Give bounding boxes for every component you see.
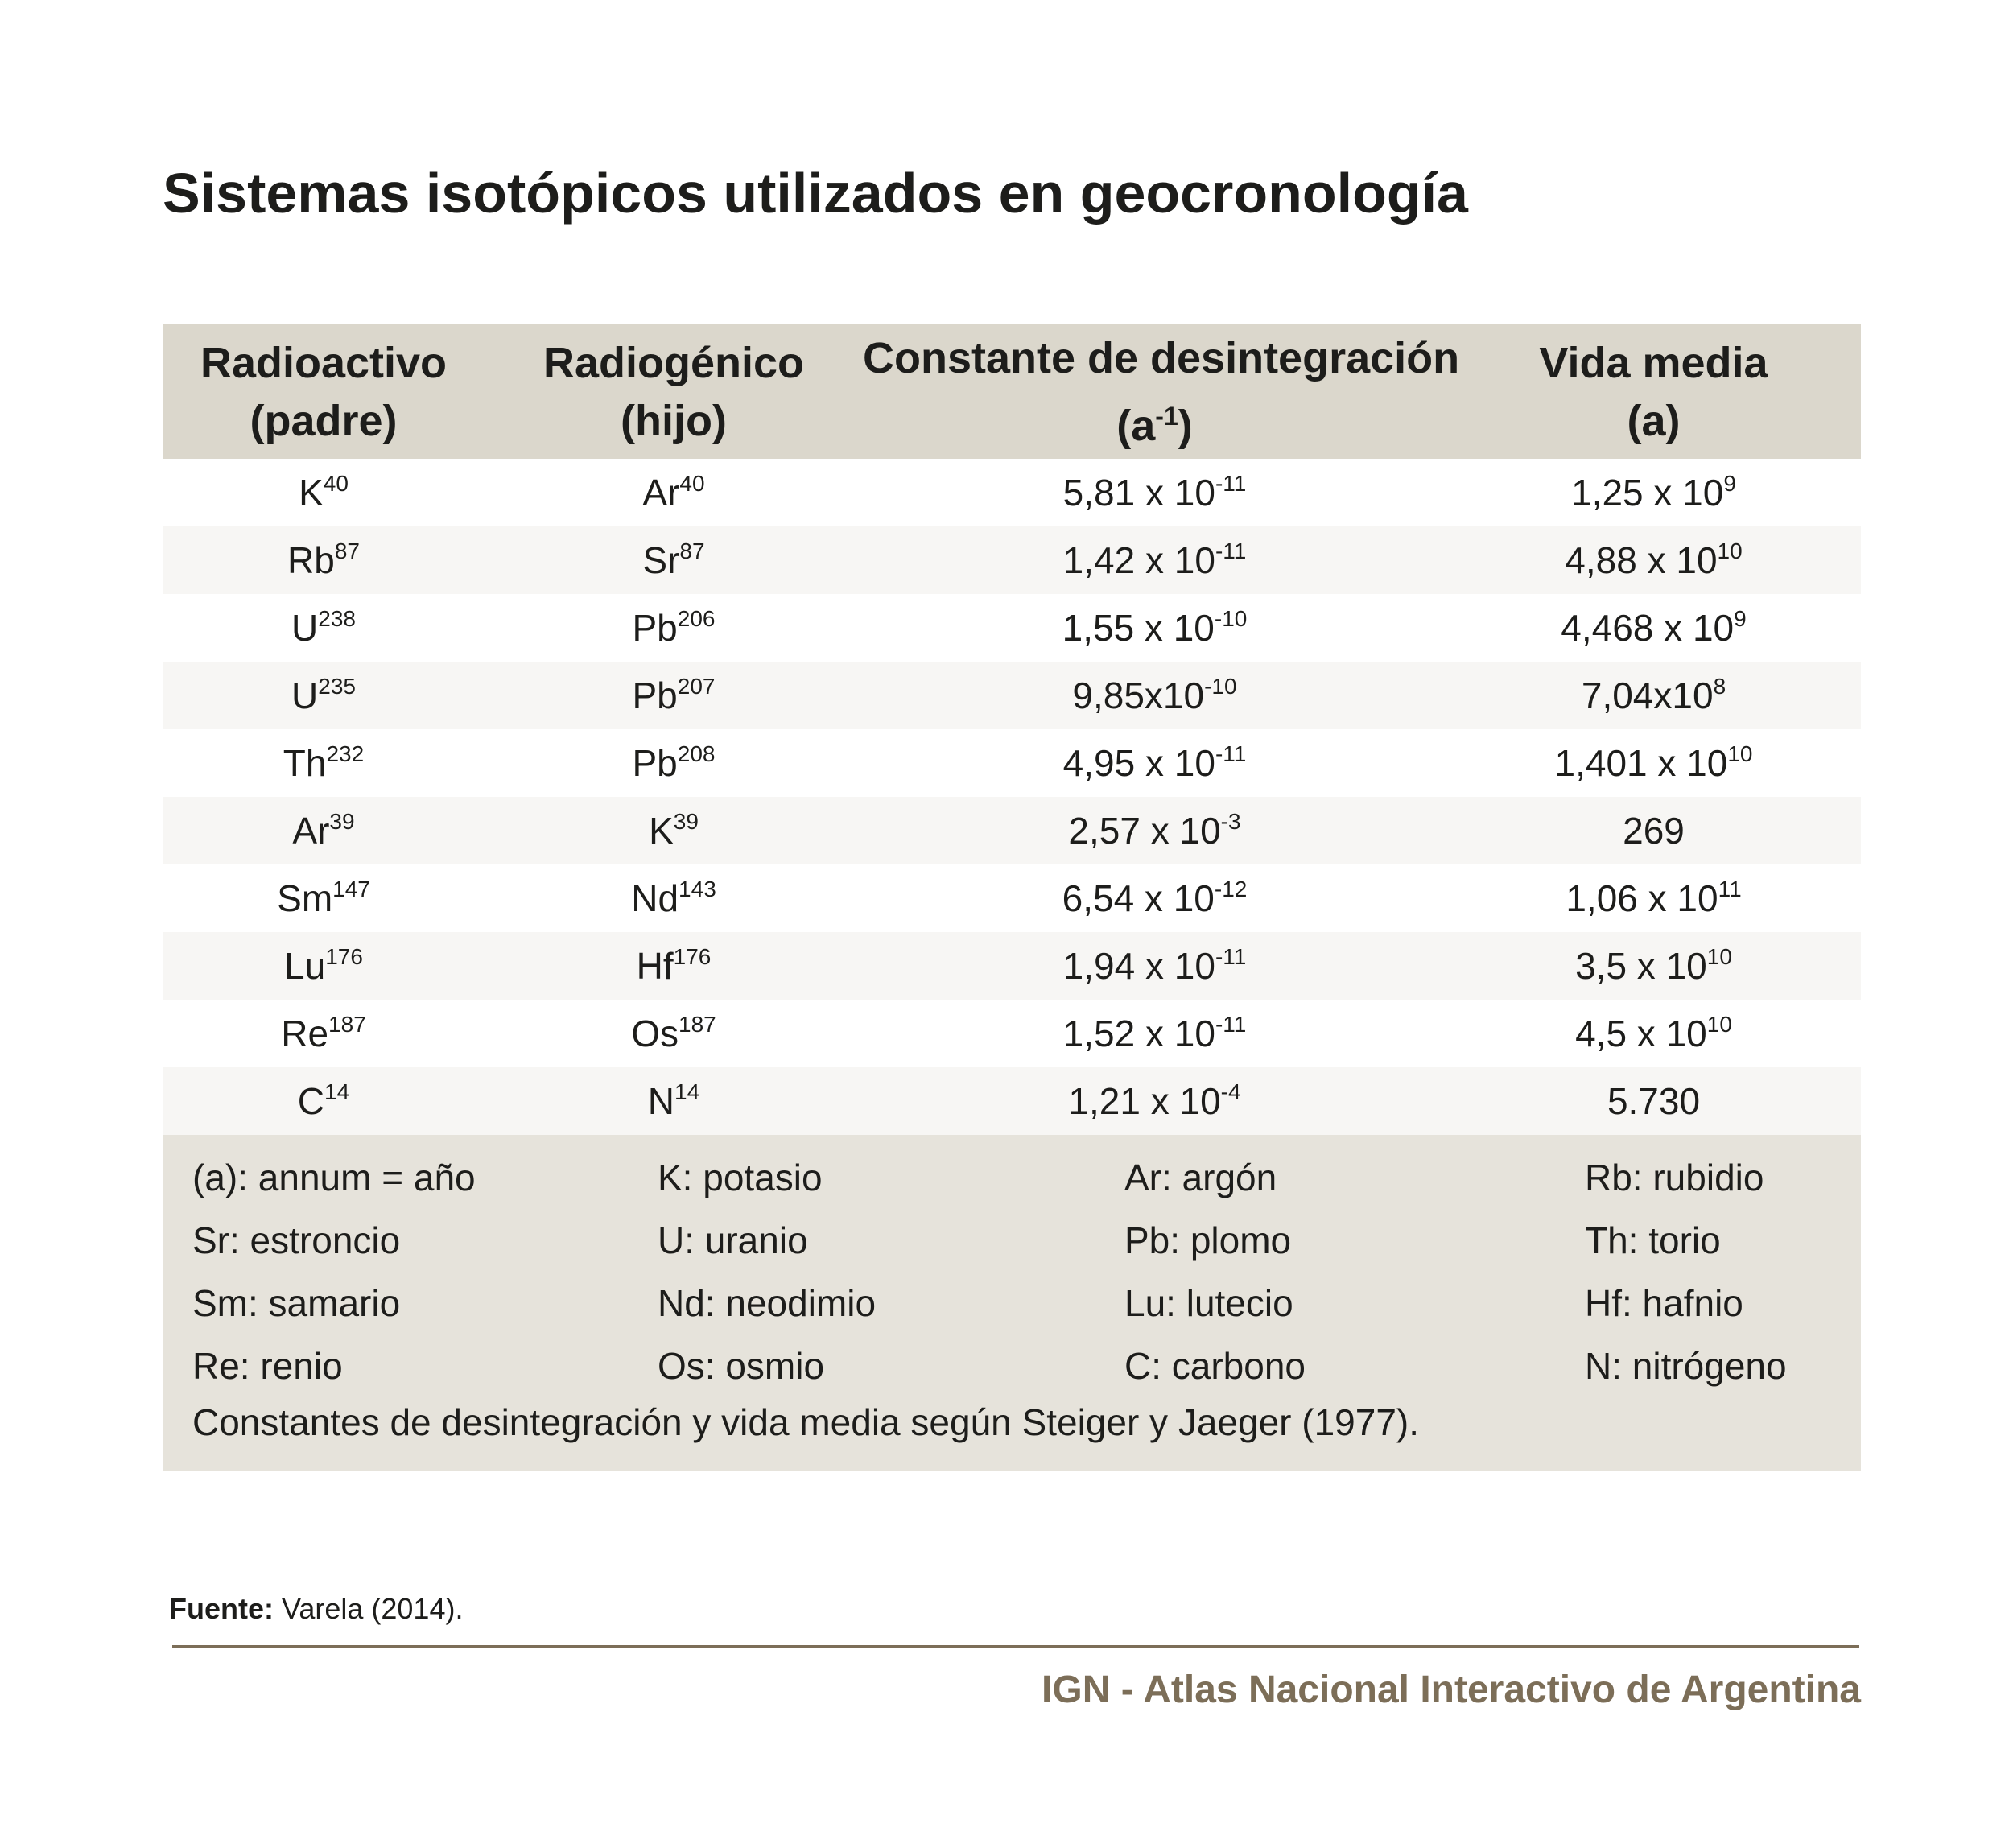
header-daughter-line2: (hijo) [621, 396, 727, 445]
constant-mantissa: 5,81 x 10 [1062, 472, 1215, 514]
cell-daughter [485, 538, 863, 582]
half-life-exponent: 10 [1706, 1012, 1732, 1037]
constant-mantissa: 1,94 x 10 [1062, 945, 1215, 987]
cell-decay-constant [863, 741, 1446, 785]
table-body [163, 459, 1861, 1135]
daughter-mass: 40 [679, 471, 705, 496]
constant-mantissa: 6,54 x 10 [1062, 877, 1215, 919]
cell-daughter [485, 1012, 863, 1055]
constant-exponent: -11 [1215, 1012, 1247, 1037]
cell-daughter [485, 741, 863, 785]
constant-exponent: -3 [1220, 809, 1241, 834]
half-life-exponent: 10 [1727, 741, 1753, 766]
parent-element: Ar [292, 810, 330, 852]
parent-element: C [297, 1080, 325, 1122]
constant-exponent: -4 [1220, 1079, 1241, 1104]
header-parent [163, 334, 485, 450]
constant-mantissa: 9,85x10 [1072, 674, 1205, 716]
constant-exponent: -11 [1215, 944, 1247, 969]
cell-daughter [485, 944, 863, 988]
parent-element: U [291, 607, 319, 649]
half-life-mantissa: 269 [1623, 810, 1685, 852]
cell-decay-constant [863, 538, 1446, 582]
table-row [163, 864, 1861, 932]
half-life-exponent: 10 [1706, 944, 1732, 969]
parent-element: Re [281, 1013, 329, 1054]
legend-item: Sm: samario [192, 1282, 401, 1324]
constant-mantissa: 1,55 x 10 [1062, 607, 1215, 649]
daughter-mass: 207 [677, 674, 716, 699]
source-label: Fuente: [169, 1592, 274, 1625]
cell-decay-constant [863, 471, 1446, 514]
header-decay-constant-line1: Constante de desintegración [863, 333, 1460, 382]
cell-half-life [1446, 1079, 1861, 1123]
footer-credit: IGN - Atlas Nacional Interactivo de Argentina [1042, 1669, 1861, 1711]
half-life-mantissa: 4,88 x 10 [1565, 539, 1718, 581]
half-life-exponent: 8 [1713, 674, 1726, 699]
daughter-mass: 14 [674, 1079, 700, 1104]
cell-decay-constant [863, 674, 1446, 717]
half-life-exponent: 11 [1718, 877, 1742, 901]
constant-mantissa: 2,57 x 10 [1068, 810, 1221, 852]
cell-decay-constant [863, 1012, 1446, 1055]
half-life-exponent: 10 [1717, 538, 1743, 563]
cell-parent [163, 877, 485, 920]
cell-half-life [1446, 1012, 1861, 1055]
half-life-mantissa: 1,06 x 10 [1566, 877, 1718, 919]
daughter-element: Os [631, 1013, 679, 1054]
cell-half-life [1446, 471, 1861, 514]
legend-item: Lu: lutecio [1124, 1282, 1293, 1324]
legend-item: K: potasio [658, 1157, 823, 1198]
constant-mantissa: 1,42 x 10 [1062, 539, 1215, 581]
header-unit-base: (a [1116, 401, 1156, 450]
cell-decay-constant [863, 606, 1446, 650]
header-parent-line1: Radioactivo [200, 338, 448, 387]
footer-divider [172, 1645, 1859, 1648]
daughter-mass: 176 [673, 944, 712, 969]
legend-item: Os: osmio [658, 1345, 825, 1387]
header-half-life [1446, 334, 1861, 450]
parent-element: U [291, 674, 319, 716]
constant-mantissa: 1,52 x 10 [1062, 1013, 1215, 1054]
cell-half-life [1446, 741, 1861, 785]
constant-exponent: -12 [1214, 877, 1248, 901]
cell-half-life [1446, 944, 1861, 988]
half-life-mantissa: 3,5 x 10 [1575, 945, 1707, 987]
constant-mantissa: 4,95 x 10 [1062, 742, 1215, 784]
daughter-element: N [647, 1080, 675, 1122]
legend-item: Pb: plomo [1124, 1219, 1292, 1261]
legend-item: (a): annum = año [192, 1157, 476, 1198]
cell-decay-constant [863, 877, 1446, 920]
cell-parent [163, 674, 485, 717]
cell-half-life [1446, 809, 1861, 852]
header-decay-constant-line2 [863, 387, 1446, 455]
table-row [163, 459, 1861, 526]
header-decay-constant [863, 329, 1460, 455]
constant-mantissa: 1,21 x 10 [1068, 1080, 1221, 1122]
half-life-mantissa: 4,5 x 10 [1575, 1013, 1707, 1054]
cell-half-life [1446, 877, 1861, 920]
isotope-table [163, 324, 1861, 1471]
parent-mass: 40 [323, 471, 349, 496]
daughter-mass: 208 [677, 741, 716, 766]
daughter-element: K [649, 810, 674, 852]
constant-exponent: -11 [1215, 471, 1247, 496]
parent-mass: 14 [324, 1079, 350, 1104]
parent-mass: 39 [329, 809, 355, 834]
header-daughter [485, 334, 863, 450]
parent-element: K [299, 472, 324, 514]
cell-parent [163, 538, 485, 582]
half-life-mantissa: 4,468 x 10 [1561, 607, 1735, 649]
table-row [163, 932, 1861, 1000]
cell-daughter [485, 877, 863, 920]
parent-mass: 187 [328, 1012, 366, 1037]
legend-item: C: carbono [1124, 1345, 1306, 1387]
table-header [163, 324, 1861, 459]
daughter-element: Pb [632, 607, 678, 649]
legend-item: Th: torio [1585, 1219, 1721, 1261]
legend-note: Constantes de desintegración y vida media según Steiger y Jaeger (1977). [192, 1401, 1420, 1443]
cell-decay-constant [863, 809, 1446, 852]
parent-mass: 238 [318, 606, 356, 631]
daughter-element: Hf [636, 945, 674, 987]
cell-decay-constant [863, 1079, 1446, 1123]
table-row [163, 526, 1861, 594]
table-row [163, 1067, 1861, 1135]
header-half-life-line1: Vida media [1539, 338, 1768, 387]
parent-mass: 87 [334, 538, 360, 563]
legend-item: Hf: hafnio [1585, 1282, 1743, 1324]
cell-parent [163, 944, 485, 988]
daughter-mass: 87 [679, 538, 705, 563]
legend-item: Nd: neodimio [658, 1282, 877, 1324]
cell-half-life [1446, 606, 1861, 650]
source-text: Varela (2014). [274, 1592, 464, 1625]
constant-exponent: -10 [1214, 606, 1248, 631]
parent-mass: 232 [326, 741, 365, 766]
legend-item: N: nitrógeno [1585, 1345, 1787, 1387]
half-life-exponent: 9 [1723, 471, 1736, 496]
daughter-element: Pb [632, 742, 678, 784]
cell-decay-constant [863, 944, 1446, 988]
cell-daughter [485, 1079, 863, 1123]
legend-item: Sr: estroncio [192, 1219, 401, 1261]
half-life-mantissa: 7,04x10 [1581, 674, 1714, 716]
constant-exponent: -11 [1215, 538, 1247, 563]
legend-box [163, 1135, 1861, 1471]
table-row [163, 729, 1861, 797]
constant-exponent: -11 [1215, 741, 1247, 766]
half-life-mantissa: 1,401 x 10 [1554, 742, 1728, 784]
cell-daughter [485, 809, 863, 852]
half-life-mantissa: 1,25 x 10 [1571, 472, 1724, 514]
cell-parent [163, 471, 485, 514]
page-title: Sistemas isotópicos utilizados en geocronología [163, 162, 1468, 225]
header-daughter-line1: Radiogénico [542, 338, 805, 387]
daughter-mass: 143 [679, 877, 716, 901]
daughter-element: Pb [632, 674, 678, 716]
daughter-element: Sr [642, 539, 680, 581]
parent-element: Sm [277, 877, 333, 919]
cell-parent [163, 741, 485, 785]
half-life-exponent: 9 [1734, 606, 1747, 631]
cell-daughter [485, 674, 863, 717]
cell-parent [163, 606, 485, 650]
daughter-mass: 206 [677, 606, 716, 631]
daughter-element: Ar [642, 472, 680, 514]
table-row [163, 1000, 1861, 1067]
header-parent-line2: (padre) [250, 396, 398, 445]
half-life-mantissa: 5.730 [1607, 1080, 1701, 1122]
legend-grid [192, 1146, 1858, 1397]
parent-element: Lu [284, 945, 326, 987]
cell-parent [163, 809, 485, 852]
header-unit-exponent: -1 [1155, 401, 1178, 431]
legend-item: Ar: argón [1124, 1157, 1277, 1198]
table-row [163, 662, 1861, 729]
parent-mass: 235 [318, 674, 356, 699]
legend-item: Rb: rubidio [1585, 1157, 1764, 1198]
parent-element: Th [283, 742, 327, 784]
parent-element: Rb [287, 539, 335, 581]
parent-mass: 176 [325, 944, 363, 969]
cell-parent [163, 1079, 485, 1123]
daughter-element: Nd [631, 877, 679, 919]
daughter-mass: 39 [673, 809, 699, 834]
header-half-life-line2: (a) [1627, 396, 1681, 445]
table-row [163, 594, 1861, 662]
cell-half-life [1446, 538, 1861, 582]
cell-half-life [1446, 674, 1861, 717]
header-unit-close: ) [1178, 401, 1193, 450]
cell-daughter [485, 471, 863, 514]
legend-item: Re: renio [192, 1345, 343, 1387]
table-row [163, 797, 1861, 864]
cell-daughter [485, 606, 863, 650]
source-citation [169, 1592, 463, 1626]
cell-parent [163, 1012, 485, 1055]
daughter-mass: 187 [679, 1012, 716, 1037]
parent-mass: 147 [332, 877, 370, 901]
constant-exponent: -10 [1204, 674, 1237, 699]
legend-item: U: uranio [658, 1219, 808, 1261]
